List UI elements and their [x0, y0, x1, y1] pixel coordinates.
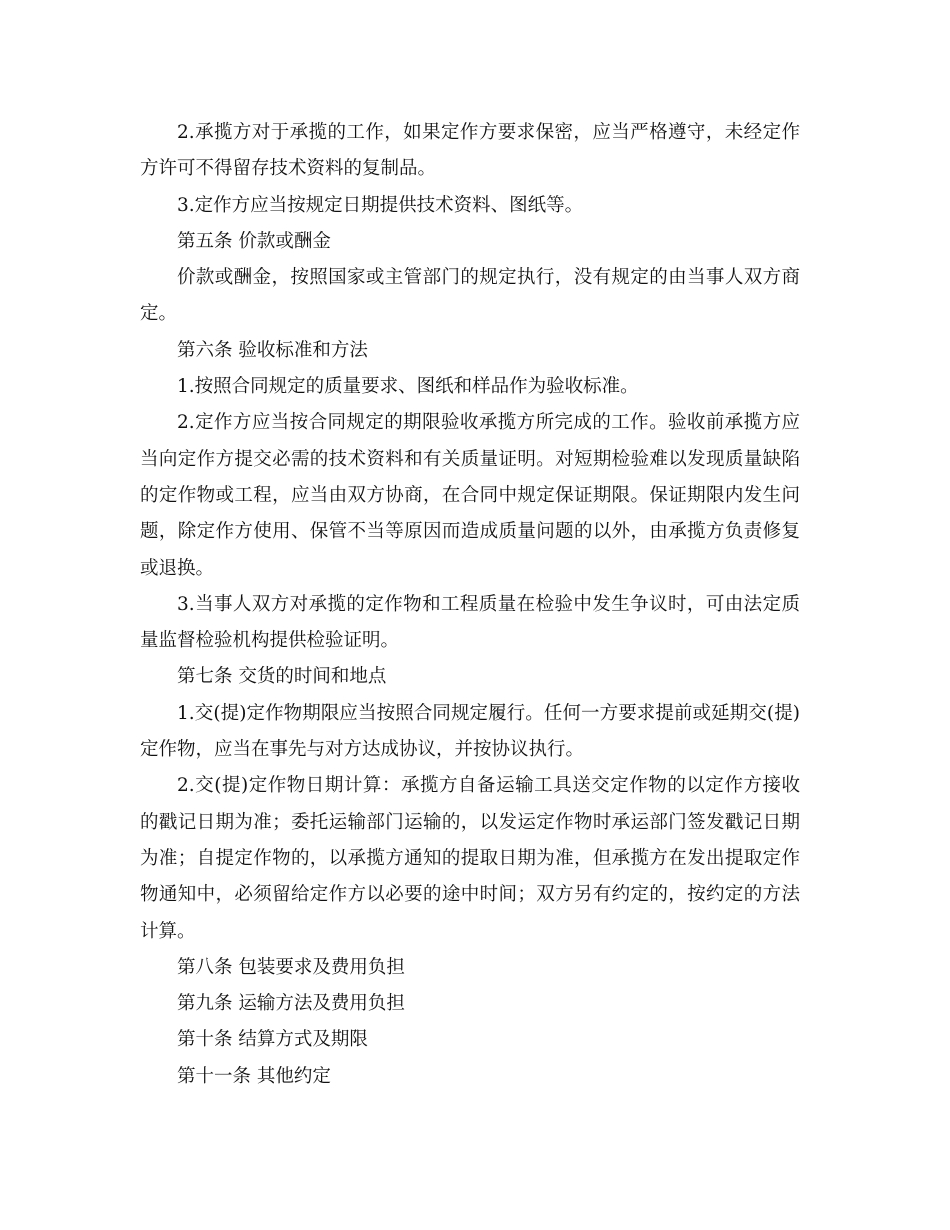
heading-clause-7: 第七条 交货的时间和地点: [177, 666, 387, 688]
paragraph-clause-4-item-3: 3.定作方应当按规定日期提供技术资料、图纸等。: [177, 194, 584, 216]
heading-clause-9: 第九条 运输方法及费用负担: [177, 993, 405, 1015]
heading-clause-6: 第六条 验收标准和方法: [177, 339, 368, 361]
heading-clause-8: 第八条 包装要求及费用负担: [177, 956, 405, 978]
heading-clause-10: 第十条 结算方式及期限: [177, 1029, 368, 1051]
paragraph-clause-5-body: 价款或酬金，按照国家或主管部门的规定执行，没有规定的由当事人双方商定。: [140, 267, 800, 325]
paragraph-clause-7-item-2: 2.交(提)定作物日期计算：承揽方自备运输工具送交定作物的以定作方接收的戳记日期为准；委托运输部门运输的，以发运定作物时承运部门签发戳记日期为准；自提定作物的，以承揽方通知的提取日期为准，但承揽方在发出提取定作物通知中，必须留给定作方以必要的途中时间；双方另有约定的，按约定的方法计算。: [140, 775, 800, 942]
paragraph-clause-6-item-2: 2.定作方应当按合同规定的期限验收承揽方所完成的工作。验收前承揽方应当向定作方提交必需的技术资料和有关质量证明。对短期检验难以发现质量缺陷的定作物或工程，应当由双方协商，在合同中规定保证期限。保证期限内发生问题，除定作方使用、保管不当等原因而造成质量问题的以外，由承揽方负责修复或退换。: [140, 412, 800, 579]
document-body: [140, 115, 800, 1095]
paragraph-clause-6-item-3: 3.当事人双方对承揽的定作物和工程质量在检验中发生争议时，可由法定质量监督检验机构提供检验证明。: [140, 593, 800, 652]
paragraph-clause-7-item-1: 1.交(提)定作物期限应当按照合同规定履行。任何一方要求提前或延期交(提)定作物，应当在事先与对方达成协议，并按协议执行。: [140, 702, 800, 761]
heading-clause-5: 第五条 价款或酬金: [177, 230, 331, 252]
heading-clause-11: 第十一条 其他约定: [177, 1065, 331, 1087]
paragraph-clause-6-item-1: 1.按照合同规定的质量要求、图纸和样品作为验收标准。: [177, 376, 639, 398]
paragraph-clause-4-item-2: 2.承揽方对于承揽的工作，如果定作方要求保密，应当严格遵守，未经定作方许可不得留存技术资料的复制品。: [140, 122, 800, 180]
